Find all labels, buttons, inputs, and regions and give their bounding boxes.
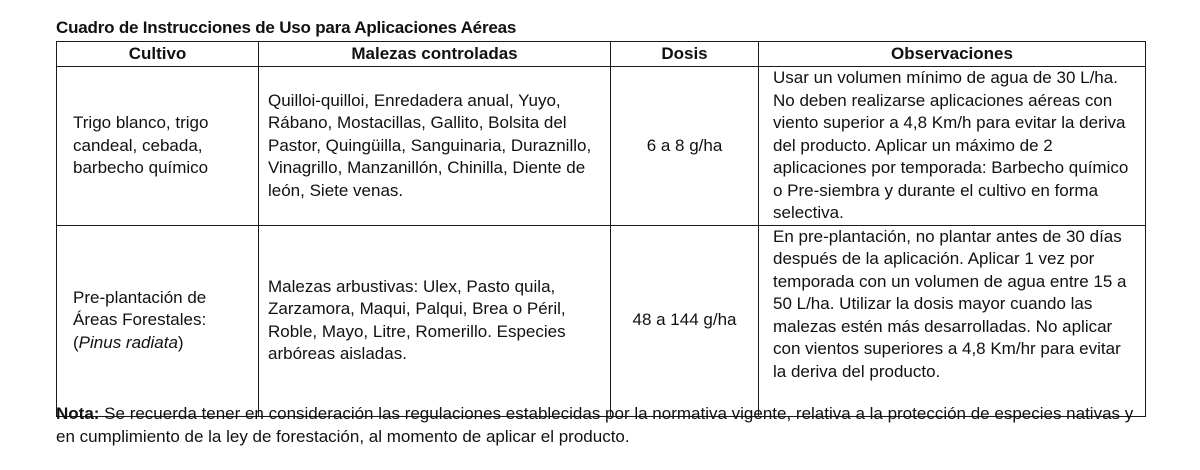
cultivo-main: Pre-plantación de Áreas Forestales: xyxy=(73,287,207,330)
note-text: Se recuerda tener en consideración las regulaciones establecidas por la normativa vigente, relativa a la protección de especies nativas y en cumplimiento de la ley de forestación, al momento de aplicar el producto. xyxy=(56,404,1134,446)
header-malezas: Malezas controladas xyxy=(259,42,611,67)
observaciones-text: Usar un volumen mínimo de agua de 30 L/ha. No deben realizarse aplicaciones aéreas con viento superior a 4,8 Km/h para evitar la deriva del producto. Aplicar un máximo de 2 aplicaciones por temporada: Barbecho químico o Pre-siembra y durante el cultivo en forma selectiva. xyxy=(773,68,1129,222)
table-row xyxy=(57,67,1146,226)
cell-dosis xyxy=(611,225,759,416)
table-row xyxy=(57,225,1146,416)
header-cultivo: Cultivo xyxy=(57,42,259,67)
usage-instructions-table xyxy=(56,41,1146,417)
malezas-text: Malezas arbustivas: Ulex, Pasto quila, Zarzamora, Maqui, Palqui, Brea o Péril, Roble, Mayo, Litre, Romerillo. Especies arbóreas aisladas. xyxy=(268,276,566,363)
paren-close: ) xyxy=(177,332,184,352)
species-name: Pinus radiata xyxy=(78,332,178,352)
cell-cultivo xyxy=(57,67,259,226)
cell-malezas xyxy=(259,67,611,226)
dosis-text: 6 a 8 g/ha xyxy=(646,135,723,155)
note-label: Nota: xyxy=(56,404,100,423)
header-dosis: Dosis xyxy=(611,42,759,67)
cultivo-text: Trigo blanco, trigo candeal, cebada, barbecho químico xyxy=(73,113,209,177)
cell-observaciones xyxy=(759,225,1146,416)
malezas-text: Quilloi-quilloi, Enredadera anual, Yuyo, Rábano, Mostacillas, Gallito, Bolsita del Pastor, Quingüilla, Sanguinaria, Duraznillo, Vinagrillo, Manzanillón, Chinilla, Diente de león, Siete venas. xyxy=(268,90,592,200)
header-observaciones: Observaciones xyxy=(759,42,1146,67)
table-header-row xyxy=(57,42,1146,67)
cell-cultivo xyxy=(57,225,259,416)
cell-malezas xyxy=(259,225,611,416)
cell-observaciones xyxy=(759,67,1146,226)
dosis-text: 48 a 144 g/ha xyxy=(632,310,737,330)
cell-dosis xyxy=(611,67,759,226)
observaciones-text: En pre-plantación, no plantar antes de 30 días después de la aplicación. Aplicar 1 vez por temporada con un volumen de agua entre 15 a 50 L/ha. Utilizar la dosis mayor cuando las malezas estén más desarrolladas. No aplicar con vientos superiores a 4,8 Km/hr para evitar la deriva del producto. xyxy=(773,226,1127,381)
document-title: Cuadro de Instrucciones de Uso para Aplicaciones Aéreas xyxy=(56,18,517,37)
cultivo-text xyxy=(73,287,250,355)
paren-open: ( xyxy=(73,332,79,352)
footnote xyxy=(56,403,1156,448)
